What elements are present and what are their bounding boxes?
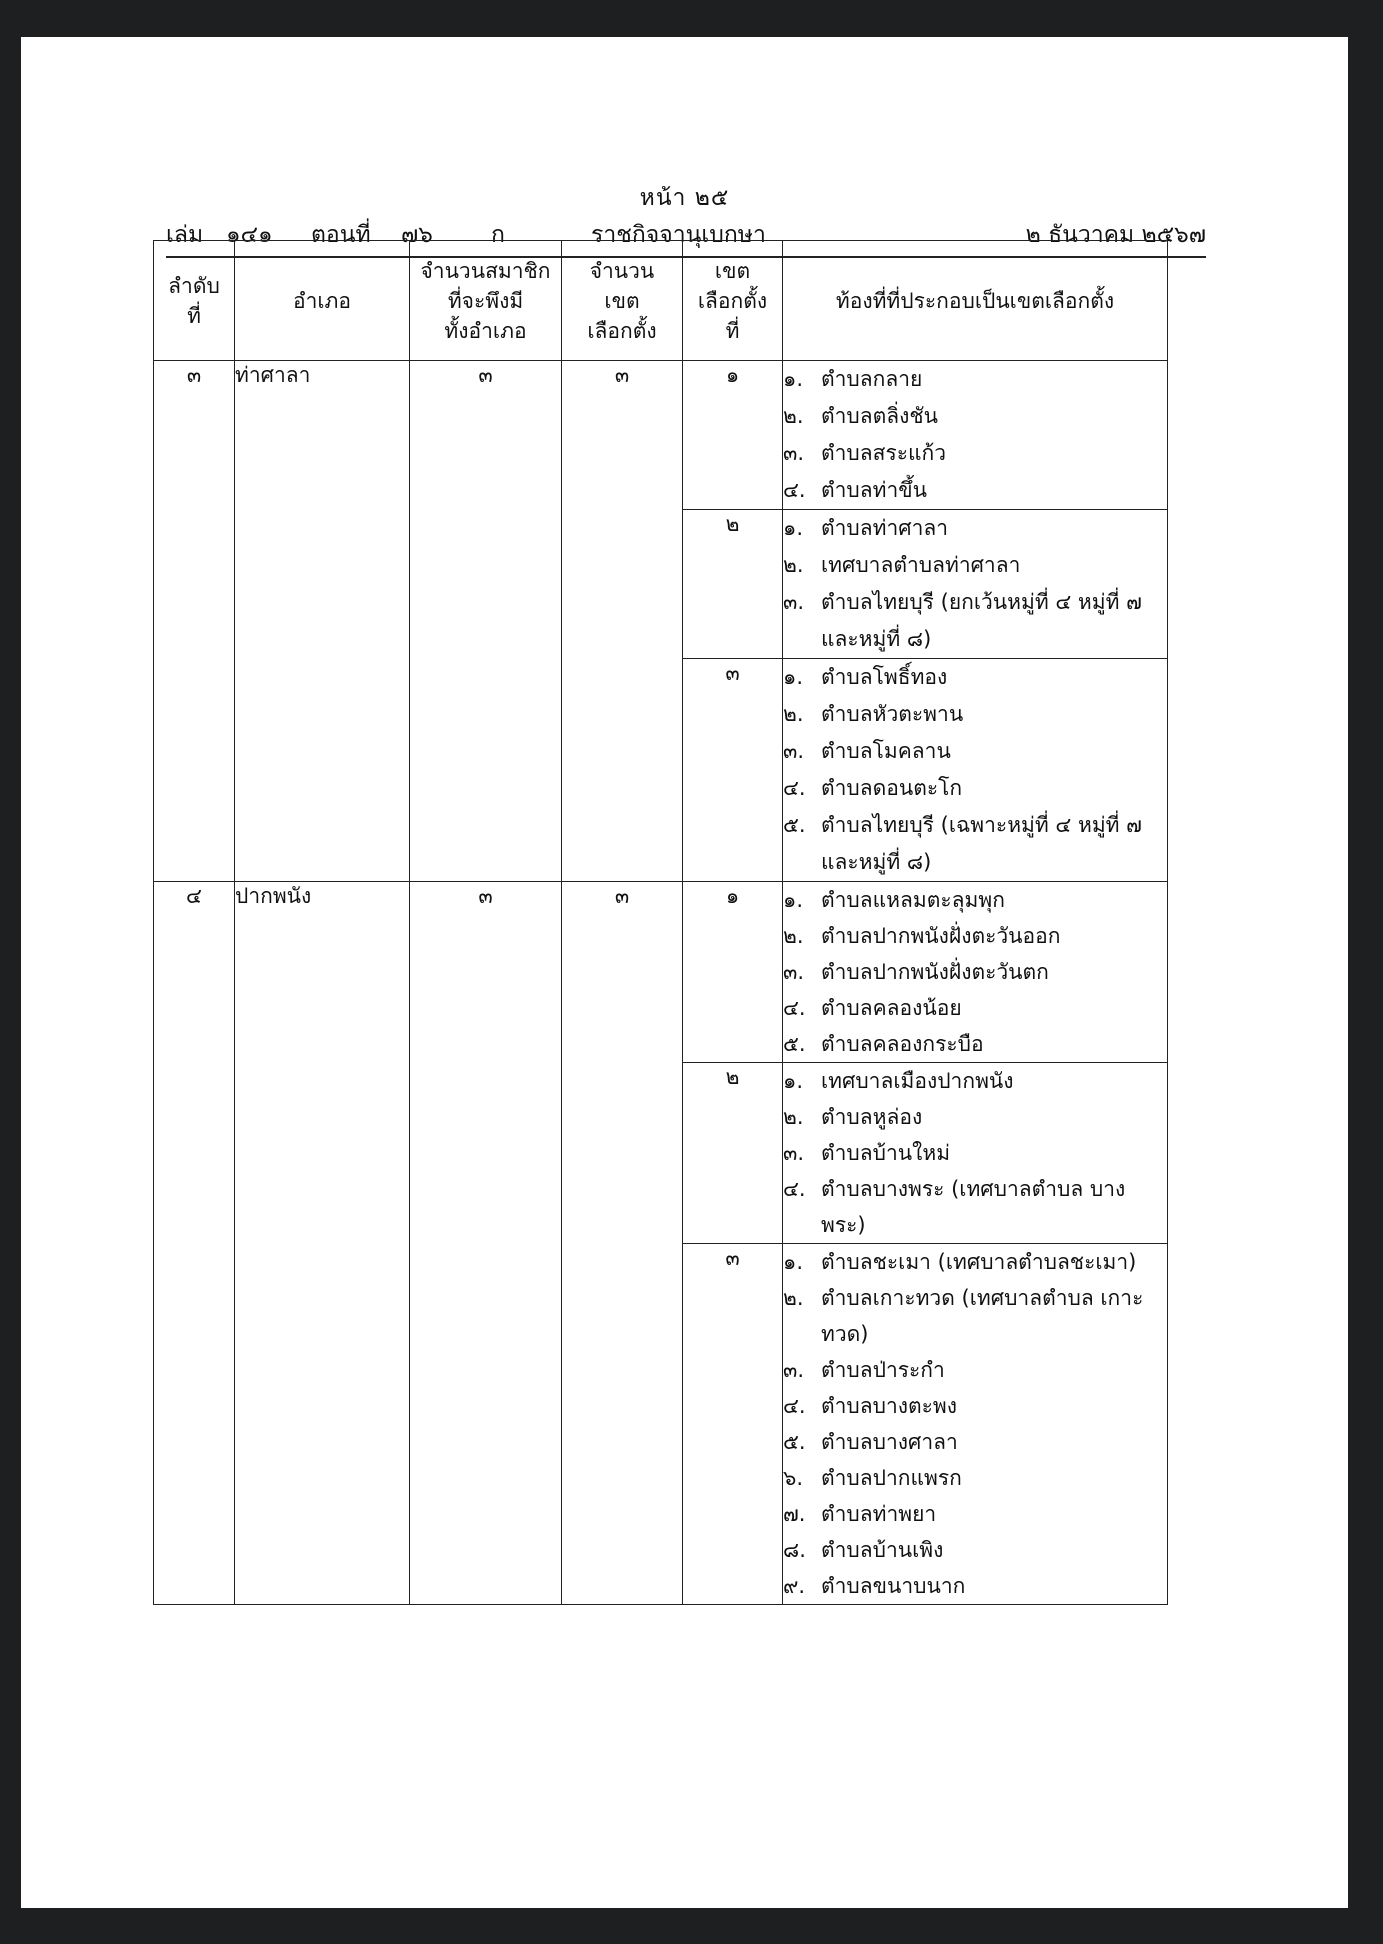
header-areas: ท้องที่ที่ประกอบเป็นเขตเลือกตั้ง	[783, 241, 1168, 361]
areas-cell	[783, 1244, 1168, 1605]
zone-number-cell: ๑	[683, 882, 783, 1063]
area-item	[783, 1496, 1167, 1532]
area-number: ๒.	[783, 702, 804, 726]
area-item	[783, 1568, 1167, 1604]
area-item	[783, 510, 1167, 547]
area-item	[783, 1063, 1167, 1099]
area-item	[783, 696, 1167, 733]
issue-number: ๗๖	[401, 222, 433, 248]
area-text: ตำบลเกาะทวด (เทศบาลตำบล เกาะทวด)	[821, 1286, 1144, 1346]
area-text: ตำบลท่าขึ้น	[821, 478, 927, 502]
area-item	[783, 918, 1167, 954]
area-text: ตำบลปากพนังฝั่งตะวันออก	[821, 924, 1061, 948]
area-item	[783, 1099, 1167, 1135]
area-number: ๔.	[783, 776, 806, 800]
area-item	[783, 954, 1167, 990]
publication-date: ๒ ธันวาคม ๒๕๖๗	[1025, 222, 1206, 248]
header-members: จำนวนสมาชิก ที่จะพึงมี ทั้งอำเภอ	[410, 241, 562, 361]
area-number: ๗.	[783, 1502, 806, 1526]
area-number: ๒.	[783, 404, 804, 428]
area-text: ตำบลหูล่อง	[821, 1105, 923, 1129]
table-header-row	[154, 241, 1168, 361]
area-text: เทศบาลตำบลท่าศาลา	[821, 553, 1021, 577]
area-number: ๒.	[783, 1286, 804, 1310]
volume-number: ๑๔๑	[226, 222, 273, 248]
area-text: ตำบลบางตะพง	[821, 1394, 958, 1418]
area-text: ตำบลสระแก้ว	[821, 441, 947, 465]
area-item	[783, 1460, 1167, 1496]
area-number: ๒.	[783, 1105, 804, 1129]
area-item	[783, 547, 1167, 584]
area-text: ตำบลโมคลาน	[821, 739, 951, 763]
area-number: ๑.	[783, 367, 804, 391]
area-item	[783, 472, 1167, 509]
area-text: ตำบลปากพนังฝั่งตะวันตก	[821, 960, 1049, 984]
areas-cell	[783, 659, 1168, 882]
area-text: ตำบลบางพระ (เทศบาลตำบล บางพระ)	[821, 1177, 1126, 1237]
area-number: ๓.	[783, 1141, 805, 1165]
area-text: ตำบลหัวตะพาน	[821, 702, 964, 726]
header-zone-count: จำนวน เขต เลือกตั้ง	[562, 241, 683, 361]
order-cell: ๓	[154, 361, 235, 882]
areas-cell	[783, 1063, 1168, 1244]
area-text: ตำบลไทยบุรี (ยกเว้นหมู่ที่ ๔ หมู่ที่ ๗ และหมู่ที่ ๘)	[821, 590, 1142, 651]
area-text: ตำบลดอนตะโก	[821, 776, 963, 800]
area-number: ๔.	[783, 996, 806, 1020]
members-cell: ๓	[410, 882, 562, 1605]
area-item	[783, 990, 1167, 1026]
area-number: ๒.	[783, 924, 804, 948]
area-item	[783, 1280, 1167, 1352]
zone-number-cell: ๑	[683, 361, 783, 510]
header-district: อำเภอ	[235, 241, 410, 361]
area-item	[783, 882, 1167, 918]
gazette-name: ราชกิจจานุเบกษา	[591, 222, 766, 248]
area-text: ตำบลตลิ่งชัน	[821, 404, 938, 428]
area-number: ๑.	[783, 1069, 804, 1093]
area-text: ตำบลบางศาลา	[821, 1430, 958, 1454]
area-number: ๑.	[783, 1250, 804, 1274]
area-number: ๒.	[783, 553, 804, 577]
district-cell: ท่าศาลา	[235, 361, 410, 882]
table-row	[154, 882, 1168, 1063]
area-item	[783, 1244, 1167, 1280]
area-number: ๔.	[783, 478, 806, 502]
order-cell: ๔	[154, 882, 235, 1605]
area-number: ๕.	[783, 1430, 806, 1454]
area-item	[783, 584, 1167, 658]
area-number: ๘.	[783, 1538, 806, 1562]
areas-cell	[783, 882, 1168, 1063]
area-text: เทศบาลเมืองปากพนัง	[821, 1069, 1014, 1093]
area-item	[783, 733, 1167, 770]
area-item	[783, 1532, 1167, 1568]
area-number: ๓.	[783, 739, 805, 763]
section-letter: ก	[491, 222, 505, 248]
issue-label: ตอนที่	[311, 222, 371, 248]
area-text: ตำบลกลาย	[821, 367, 923, 391]
area-number: ๖.	[783, 1466, 804, 1490]
table-body	[154, 361, 1168, 1605]
area-number: ๓.	[783, 441, 805, 465]
area-number: ๕.	[783, 813, 806, 837]
area-text: ตำบลขนาบนาก	[821, 1574, 966, 1598]
area-text: ตำบลบ้านใหม่	[821, 1141, 951, 1165]
area-number: ๔.	[783, 1394, 806, 1418]
zone-number-cell: ๒	[683, 510, 783, 659]
area-text: ตำบลบ้านเพิง	[821, 1538, 944, 1562]
header-order: ลำดับ ที่	[154, 241, 235, 361]
area-item	[783, 1352, 1167, 1388]
areas-cell	[783, 361, 1168, 510]
area-text: ตำบลป่าระกำ	[821, 1358, 945, 1382]
area-item	[783, 1135, 1167, 1171]
zone-number-cell: ๓	[683, 1244, 783, 1605]
electoral-district-table	[153, 240, 1168, 1605]
district-cell: ปากพนัง	[235, 882, 410, 1605]
area-item	[783, 1424, 1167, 1460]
header-zone-number: เขต เลือกตั้ง ที่	[683, 241, 783, 361]
volume-label: เล่ม	[166, 222, 204, 248]
area-text: ตำบลไทยบุรี (เฉพาะหมู่ที่ ๔ หมู่ที่ ๗ และหมู่ที่ ๘)	[821, 813, 1142, 874]
areas-cell	[783, 510, 1168, 659]
area-text: ตำบลท่าพยา	[821, 1502, 937, 1526]
area-item	[783, 361, 1167, 398]
area-number: ๑.	[783, 516, 804, 540]
area-number: ๓.	[783, 590, 805, 614]
area-item	[783, 435, 1167, 472]
area-text: ตำบลคลองน้อย	[821, 996, 962, 1020]
area-number: ๓.	[783, 1358, 805, 1382]
zone-count-cell: ๓	[562, 361, 683, 882]
area-item	[783, 398, 1167, 435]
area-number: ๑.	[783, 888, 804, 912]
area-text: ตำบลแหลมตะลุมพุก	[821, 888, 1005, 912]
area-text: ตำบลปากแพรก	[821, 1466, 962, 1490]
area-number: ๓.	[783, 960, 805, 984]
area-item	[783, 807, 1167, 881]
page-number: หน้า ๒๕	[639, 185, 730, 211]
area-item	[783, 1171, 1167, 1243]
area-item	[783, 770, 1167, 807]
area-number: ๕.	[783, 1032, 806, 1056]
area-text: ตำบลท่าศาลา	[821, 516, 949, 540]
area-text: ตำบลคลองกระบือ	[821, 1032, 984, 1056]
area-item	[783, 1026, 1167, 1062]
zone-count-cell: ๓	[562, 882, 683, 1605]
members-cell: ๓	[410, 361, 562, 882]
zone-number-cell: ๓	[683, 659, 783, 882]
table-row	[154, 361, 1168, 510]
area-text: ตำบลชะเมา (เทศบาลตำบลชะเมา)	[821, 1250, 1137, 1274]
zone-number-cell: ๒	[683, 1063, 783, 1244]
area-item	[783, 1388, 1167, 1424]
area-text: ตำบลโพธิ์ทอง	[821, 665, 948, 689]
area-number: ๙.	[783, 1574, 806, 1598]
area-number: ๑.	[783, 665, 804, 689]
area-number: ๔.	[783, 1177, 806, 1201]
area-item	[783, 659, 1167, 696]
